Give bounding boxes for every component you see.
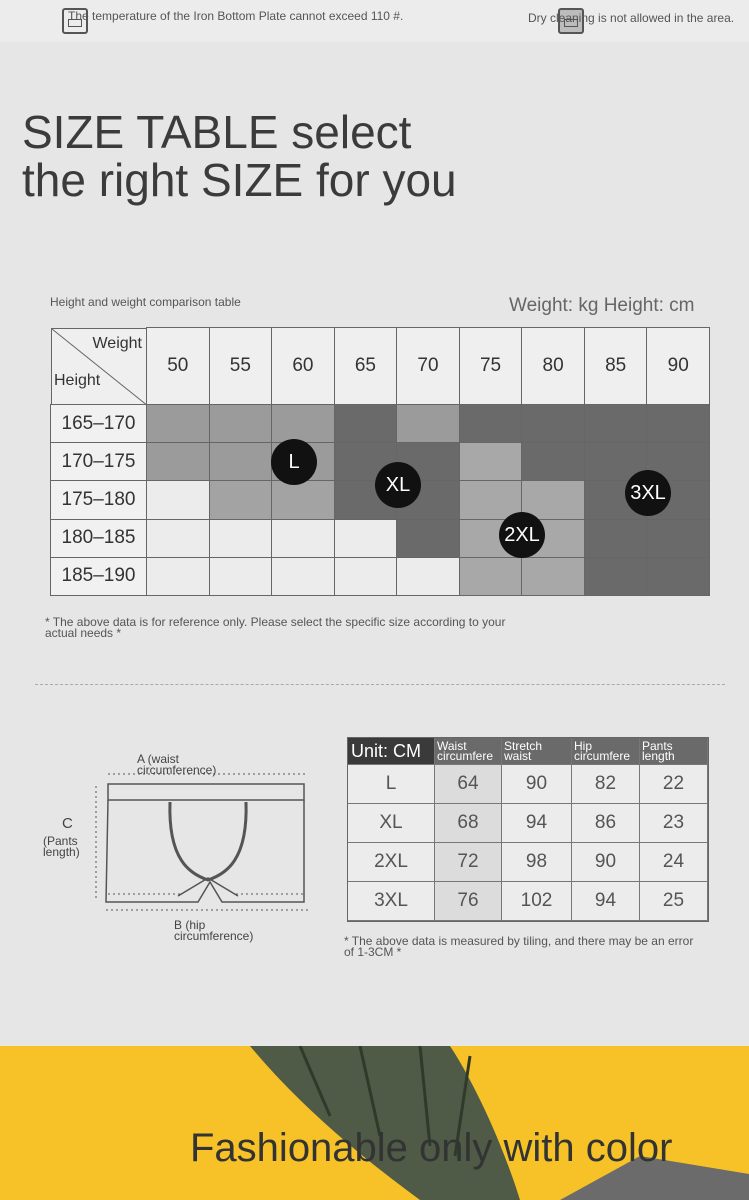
spec-value: 86 (572, 804, 640, 843)
spec-size-label: 3XL (348, 882, 435, 921)
size-cell (271, 557, 335, 596)
iron-care-text: The temperature of the Iron Bottom Plate cannot exceed 110 #. (68, 9, 404, 23)
size-cell (209, 480, 273, 519)
leaf-decoration (0, 1046, 749, 1200)
corner-height-label: Height (54, 372, 101, 389)
size-spec-table (347, 737, 709, 922)
size-cell (459, 442, 523, 481)
size-cell (209, 442, 273, 481)
section-divider (35, 684, 725, 685)
weight-header: 85 (584, 327, 648, 405)
hip-label: B (hip circumference) (174, 918, 254, 943)
size-badge: 2XL (499, 512, 545, 558)
size-cell (209, 557, 273, 596)
size-cell (646, 557, 710, 596)
weight-header: 50 (146, 327, 210, 405)
weight-header: 55 (209, 327, 273, 405)
size-cell (146, 404, 210, 443)
size-cell (396, 519, 460, 558)
size-cell (334, 404, 398, 443)
length-letter: C (62, 815, 73, 832)
size-cell (584, 519, 648, 558)
size-cell (209, 404, 273, 443)
spec-value: 82 (572, 765, 640, 804)
weight-header: 80 (521, 327, 585, 405)
size-badge: L (271, 439, 317, 485)
hw-table-units: Weight: kg Height: cm (509, 295, 695, 316)
spec-value: 22 (640, 765, 708, 804)
care-instructions-bar (0, 0, 749, 42)
height-row-label: 185–190 (50, 557, 147, 596)
waist-label: A (waist circumference) (137, 752, 217, 777)
size-cell (209, 519, 273, 558)
length-label: (Pants length) (43, 834, 80, 859)
height-row-label: 175–180 (50, 480, 147, 519)
unit-header: Unit: CM (348, 738, 435, 765)
size-badge: XL (375, 462, 421, 508)
height-row-label: 180–185 (50, 519, 147, 558)
size-cell (146, 480, 210, 519)
size-cell (646, 519, 710, 558)
size-cell (271, 519, 335, 558)
garment-measurement-diagram (40, 750, 330, 950)
height-weight-table (51, 328, 710, 596)
spec-value: 98 (502, 843, 572, 882)
spec-value: 94 (572, 882, 640, 921)
size-cell (521, 557, 585, 596)
corner-weight-label: Weight (92, 335, 142, 352)
spec-value: 94 (502, 804, 572, 843)
spec-column-header: Pants length (640, 738, 708, 765)
size-cell (271, 480, 335, 519)
spec-value: 68 (435, 804, 502, 843)
size-cell (146, 519, 210, 558)
spec-size-label: L (348, 765, 435, 804)
weight-header: 60 (271, 327, 335, 405)
spec-column-header: Waist circumfere (435, 738, 502, 765)
spec-value: 64 (435, 765, 502, 804)
size-cell (584, 404, 648, 443)
size-cell (646, 404, 710, 443)
size-cell (521, 404, 585, 443)
weight-header: 90 (646, 327, 710, 405)
size-cell (334, 557, 398, 596)
spec-value: 72 (435, 843, 502, 882)
hw-table-caption: Height and weight comparison table (50, 295, 241, 309)
spec-value: 90 (502, 765, 572, 804)
page-title (22, 108, 457, 204)
size-cell (459, 557, 523, 596)
size-cell (396, 404, 460, 443)
dry-clean-care-text: Dry cleaning is not allowed in the area. (528, 11, 735, 25)
spec-table-note: * The above data is measured by tiling, and there may be an error of 1-3CM * (344, 934, 694, 959)
weight-header: 65 (334, 327, 398, 405)
height-row-label: 165–170 (50, 404, 147, 443)
size-cell (146, 557, 210, 596)
size-badge: 3XL (625, 470, 671, 516)
page-title-line-1: SIZE TABLE select (22, 106, 412, 158)
size-cell (584, 557, 648, 596)
spec-value: 76 (435, 882, 502, 921)
size-cell (459, 404, 523, 443)
height-row-label: 170–175 (50, 442, 147, 481)
page-title-line-2: the right SIZE for you (22, 154, 457, 206)
size-cell (334, 519, 398, 558)
spec-value: 24 (640, 843, 708, 882)
spec-size-label: 2XL (348, 843, 435, 882)
size-cell (146, 442, 210, 481)
spec-value: 90 (572, 843, 640, 882)
spec-value: 25 (640, 882, 708, 921)
banner-slogan: Fashionable only with color (190, 1126, 673, 1170)
weight-header: 75 (459, 327, 523, 405)
spec-size-label: XL (348, 804, 435, 843)
spec-value: 23 (640, 804, 708, 843)
spec-value: 102 (502, 882, 572, 921)
hw-table-note: * The above data is for reference only. Please select the specific size according to your actual needs * (45, 615, 506, 640)
spec-column-header: Stretch waist (502, 738, 572, 765)
table-corner-cell (51, 328, 147, 405)
size-cell (396, 557, 460, 596)
size-cell (521, 442, 585, 481)
promo-banner (0, 1046, 749, 1200)
size-cell (271, 404, 335, 443)
spec-column-header: Hip circumfere (572, 738, 640, 765)
weight-header: 70 (396, 327, 460, 405)
